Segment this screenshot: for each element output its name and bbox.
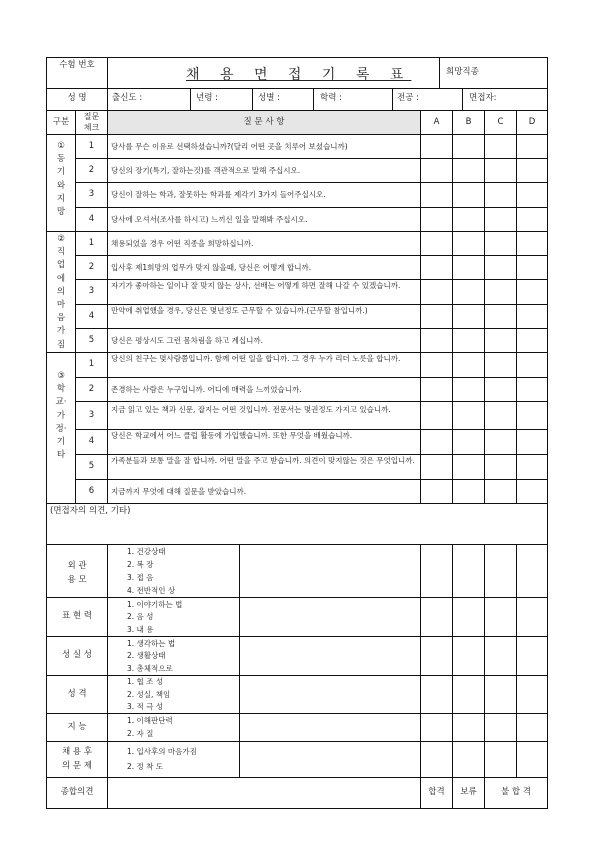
education-label: 학력 : [320,93,342,103]
question-number: 1 [88,141,95,151]
pass-option[interactable]: 합격 [428,787,445,797]
question-number: 4 [88,436,95,446]
question-text: 입사후 제1희망의 업무가 맞지 않을때, 당신은 어떻게 합니까. [111,263,312,272]
question-text: 자기가 좋아하는 일이나 잘 맞지 않는 상사, 선배는 어떻게 하면 잘해 나갈 수 있겠습니까. [111,281,401,290]
question-text: 당신이 잘하는 학과, 잘못하는 학과를 제각기 3가지 들어주십시오. [111,190,326,199]
eval-item: 3. 접 음 [127,573,154,582]
question-text: 당사에 오셔서(조사를 하시고) 느끼신 일을 말해봐 주십시오. [111,215,308,224]
eval-item: 2. 성실, 책임 [127,690,171,699]
question-check-header: 질문 체크 [83,112,100,132]
question-header: 질 문 사 항 [243,117,285,127]
eval-item: 2. 자 질 [127,729,154,738]
question-number: 4 [88,311,95,321]
grade-d-header: D [528,117,536,127]
major-label: 전공 : [397,93,419,103]
section-work-attitude-label: ② 직업에의마음가짐 [56,234,66,350]
eval-item: 1. 이해판단력 [127,716,173,725]
eval-item: 1. 협 조 성 [127,677,164,686]
eval-personality-label: 성 격 [67,689,87,699]
question-number: 1 [88,238,95,248]
desired-position-label: 희망직종 [446,67,479,77]
question-number: 1 [88,359,95,369]
section-school-family-label: ③ 학교·가정·기타 [55,371,67,461]
question-number: 3 [88,189,95,199]
eval-intelligence-label: 지 능 [67,722,87,732]
eval-item: 4. 전반적인 상 [127,586,176,595]
question-number: 5 [88,461,95,471]
gender-label: 성별 : [258,93,280,103]
eval-item: 1. 생각하는 법 [127,639,176,648]
eval-post-hire-label: 채 용 후 의 문 제 [61,747,93,771]
eval-item: 3. 총체적으로 [127,664,173,673]
grade-b-header: B [465,117,472,127]
eval-item: 2. 생활상태 [127,651,166,660]
eval-item: 2. 정 착 도 [127,762,164,771]
form-title: 채 용 면 접 기 록 표 [186,67,412,83]
fail-option[interactable]: 불 합 격 [500,787,532,797]
hold-option[interactable]: 보류 [460,787,477,797]
question-number: 5 [88,335,95,345]
question-number: 2 [88,165,95,175]
eval-item: 1. 이야기하는 법 [127,600,183,609]
question-number: 3 [88,286,95,296]
exam-number-label: 수험 번호 [59,60,95,70]
eval-expression-label: 표 현 력 [61,611,93,621]
birthplace-label: 출신도 : [112,93,143,103]
eval-item: 1. 건강상태 [127,547,166,556]
eval-item: 1. 입사후의 마음가짐 [127,747,197,756]
question-text: 존경하는 사람은 누구입니까. 어디에 매력을 느끼었습니까. [111,385,302,394]
overall-opinion-label: 종합의견 [60,787,94,797]
grade-a-header: A [433,117,440,127]
eval-item: 3. 내 용 [127,625,154,634]
section-motivation-label: ① 동기와지망 [56,141,66,218]
age-label: 년령 : [196,93,218,103]
interviewer-opinion-label: (면접자의 의견, 기타) [50,506,131,516]
eval-sincerity-label: 성 실 성 [61,650,93,660]
interviewer-label: 면접자: [469,93,497,103]
grade-c-header: C [497,117,504,127]
question-text: 채용되었을 경우 어떤 직종을 희망하십니까. [111,239,254,248]
question-text: 지금까지 무엇에 대해 질문을 받았습니까. [111,487,247,496]
question-number: 3 [88,410,95,420]
eval-appearance-label: 외 관 용 모 [67,561,87,585]
question-number: 6 [88,486,95,496]
question-text: 당신은 평상시도 그런 몸차림을 하고 계십니까. [111,336,263,345]
question-text: 당신의 장기(특기, 잘하는것)를 객관적으로 말해 주십시오. [111,166,301,175]
question-text: 당신은 학교에서 어느 클럽 활동에 가입했습니까. 또한 무엇을 배웠습니까. [111,431,353,440]
question-number: 4 [88,214,95,224]
category-header: 구분 [52,117,70,127]
question-text: 지금 읽고 있는 책과 신문, 잡지는 어떤 것입니까. 전문서는 몇권정도 가지고 있습니까. [111,405,391,414]
name-label: 성 명 [67,93,87,103]
question-text: 당사를 무슨 이유로 선택하셨습니까?(달리 어떤 곳을 치루어 보셨습니까) [111,142,348,151]
question-text: 가족분들과 보통 말을 잘 합니까. 어떤 말을 주고 받습니까. 의견이 맞지않는 것은 무엇입니까. [111,456,415,465]
eval-item: 3. 적 극 성 [127,702,164,711]
question-text: 만약에 취업했을 경우, 당신은 몇년정도 근무할 수 있습니까.(근무할 참입니까.) [111,306,368,315]
eval-item: 2. 복 장 [127,560,154,569]
question-text: 당신의 친구는 몇사람쯤입니까. 함께 어떤 일을 합니까. 그 경우 누가 리더 노릇을 합니까. [111,354,401,363]
question-number: 2 [88,262,95,272]
question-number: 2 [88,384,95,394]
eval-item: 2. 음 성 [127,612,154,621]
